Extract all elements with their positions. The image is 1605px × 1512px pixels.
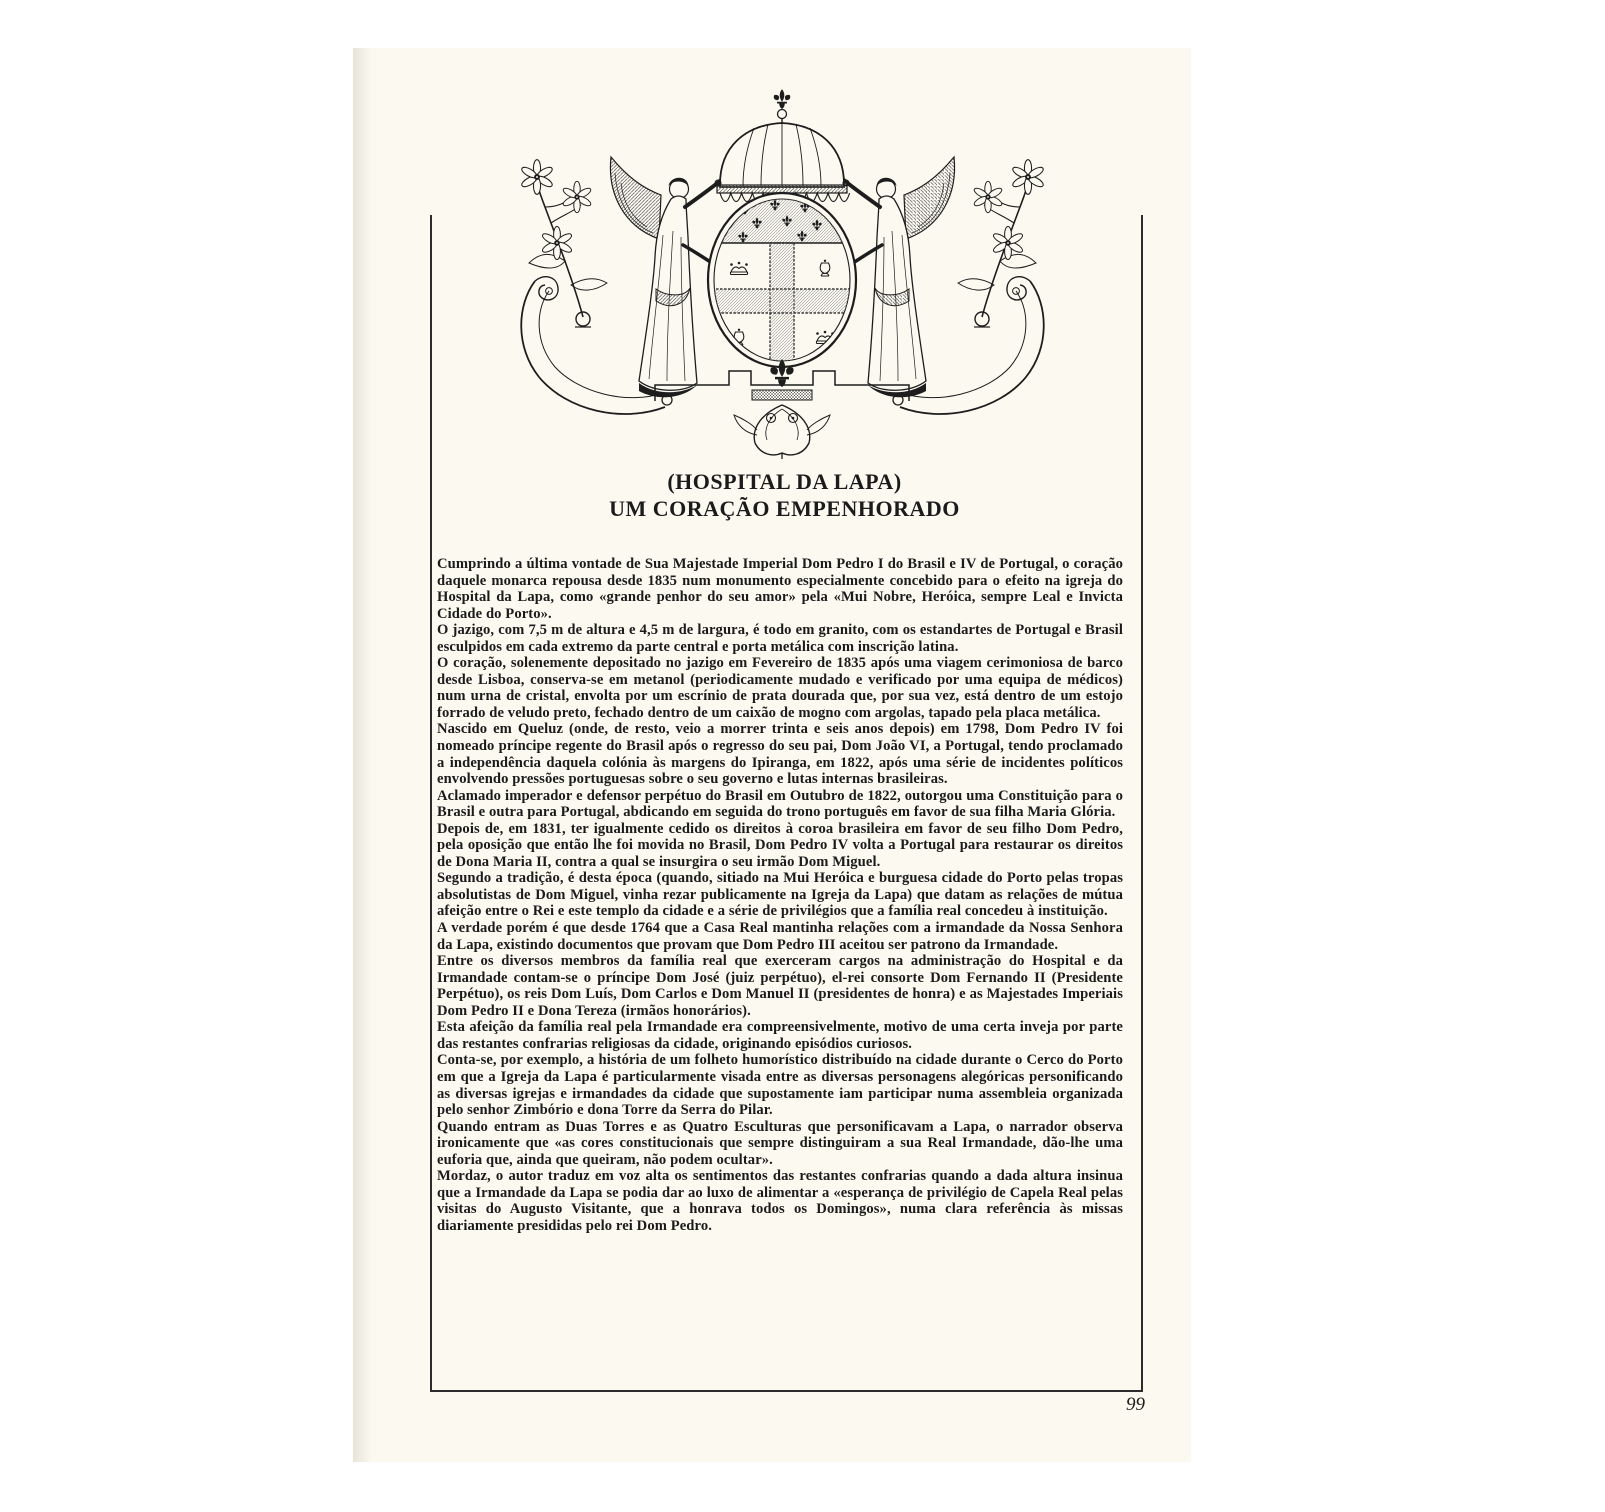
flower-spray-right: [958, 160, 1045, 327]
body-paragraph: Depois de, em 1831, ter igualmente cedido os direitos à coroa brasileira em favor de seu filho Dom Pedro, pela oposição que então lhe foi movida no Brasil, Dom Pedro IV volta a Portugal para restaurar os direitos de Dona Maria II, contra a qual se insurgira o seu irmão Dom Miguel.: [437, 820, 1123, 870]
body-paragraph: Mordaz, o autor traduz em voz alta os sentimentos das restantes confrarias quando a dada altura insinua que a Irmandade da Lapa se podia dar ao luxo de alimentar a «esperança de privilégio de Capela Real pelas visitas do Augusto Visitante, que a honrava todos os Domingos», numa clara referência às missas diariamente presididas pelo rei Dom Pedro.: [437, 1168, 1123, 1234]
page-gutter-shadow: [353, 48, 379, 1462]
chapter-title-line2: UM CORAÇÃO EMPENHORADO: [609, 496, 960, 521]
body-paragraph: Conta-se, por exemplo, a história de um folheto humorístico distribuído na cidade durante o Cerco do Porto em que a Igreja da Lapa é particularmente visada entre as diversas personagens alegóricas personificando as diversas igrejas e irmandades da cidade que supostamente iam participar numa assembleia organizada pelo senhor Zimbório e dona Torre da Serra do Pilar.: [437, 1052, 1123, 1119]
scanned-book-page: [353, 48, 1191, 1462]
body-paragraph: A verdade porém é que desde 1764 que a Casa Real mantinha relações com a irmandade da Nossa Senhora da Lapa, existindo documentos que provam que Dom Pedro III aceitou ser patrono da Irmandade.: [437, 920, 1123, 953]
body-paragraph: O coração, solenemente depositado no jazigo em Fevereiro de 1835 após uma viagem cerimoniosa de barco desde Lisboa, conserva-se em metanol (periodicamente mudado e verificado por uma equipa de médicos) num urna de cristal, envolta por um escrínio de prata dourada que, por sua vez, está dentro de um estojo forrado de veludo preto, fechado dentro de um caixão de mogno com argolas, tapado pela placa metálica.: [437, 655, 1123, 721]
body-paragraph: Cumprindo a última vontade de Sua Majestade Imperial Dom Pedro I do Brasil e IV de Portugal, o coração daquele monarca repousa desde 1835 num monumento especialmente concebido para o efeito na igreja do Hospital da Lapa, como «grande penhor do seu amor» pela «Mui Nobre, Heróica, sempre Leal e Invicta Cidade do Porto».: [437, 556, 1123, 622]
body-paragraph: Quando entram as Duas Torres e as Quatro Esculturas que personificavam a Lapa, o narrador observa ironicamente que «as cores constitucionais que sempre distinguiram a sua Real Irmandade, dão-lhe uma euforia que, ainda que queiram, não podem ocultar».: [437, 1118, 1123, 1168]
body-paragraph: Aclamado imperador e defensor perpétuo do Brasil em Outubro de 1822, outorgou uma Constituição para o Brasil e outra para Portugal, abdicando em seguida do trono português em favor de sua filha Maria Glória.: [437, 787, 1123, 821]
royal-crest-illustration: [505, 85, 1060, 460]
shield-icon: [708, 193, 856, 367]
crown-icon: [715, 89, 850, 201]
body-text: [437, 556, 1123, 1234]
body-paragraph: Entre os diversos membros da família real que exerceram cargos na administração do Hospital e da Irmandade contam-se o príncipe Dom José (juiz perpétuo), el-rei consorte Dom Fernando II (Presidente Perpétuo), os reis Dom Luís, Dom Carlos e Dom Manuel II (presidentes de honra) e as Majestades Imperiais Dom Pedro II e Dona Tereza (irmãos honorários).: [437, 953, 1123, 1019]
body-paragraph: O jazigo, com 7,5 m de altura e 4,5 m de largura, é todo em granito, com os estandartes de Portugal e Brasil esculpidos em cada extremo da parte central e porta metálica com inscrição latina.: [437, 622, 1123, 655]
acanthus-ornament: [734, 405, 830, 459]
page-number: 99: [1126, 1394, 1145, 1415]
body-paragraph: Nascido em Queluz (onde, de resto, veio a morrer trinta e seis anos depois) em 1798, Dom Pedro IV foi nomeado príncipe regente do Brasil após o regresso do seu pai, Dom João VI, a Portugal, tendo proclamado a independência daquela colónia às margens do Ipiranga, em 1822, após uma série de incidentes políticos envolvendo pressões portuguesas sobre o seu governo e lutas internas brasileiras.: [437, 721, 1123, 788]
royal-crest-engraving-icon: [505, 85, 1060, 460]
body-paragraph: Esta afeição da família real pela Irmandade era compreensivelmente, motivo de uma certa inveja por parte das restantes confrarias religiosas da cidade, originando episódios curiosos.: [437, 1019, 1123, 1052]
chapter-title: [430, 468, 1139, 522]
flower-spray-left: [520, 160, 607, 327]
body-paragraph: Segundo a tradição, é desta época (quando, sitiado na Mui Heróica e burguesa cidade do Porto pelas tropas absolutistas de Dom Miguel, vinha rezar publicamente na Igreja da Lapa) que datam as relações de mútua afeição entre o Rei e este templo da cidade e a série de privilégios que a família real concedeu à instituição.: [437, 870, 1123, 920]
chapter-title-line1: (HOSPITAL DA LAPA): [667, 469, 902, 494]
